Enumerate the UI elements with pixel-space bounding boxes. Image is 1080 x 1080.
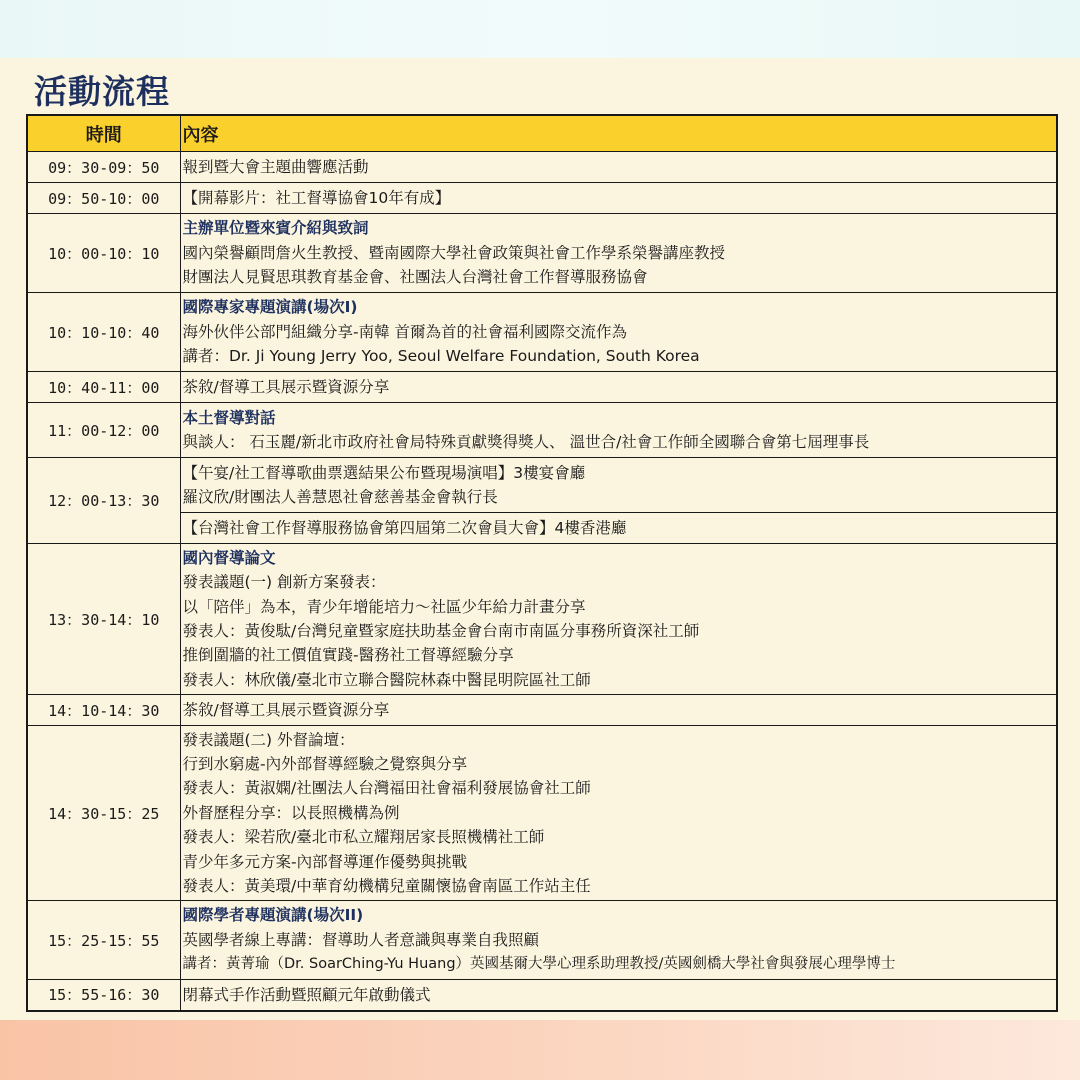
session-heading: 國內督導論文 (182, 548, 276, 567)
row-content (180, 372, 1057, 403)
content-line: 【台灣社會工作督導服務協會第四屆第二次會員大會】4樓香港廳 (182, 518, 627, 537)
row-content (180, 183, 1057, 214)
content-line: 推倒圍牆的社工價值實踐-醫務社工督導經驗分享 (182, 646, 514, 665)
session-heading: 國際專家專題演講(場次I) (182, 298, 358, 317)
row-time: 14：30-15：25 (27, 726, 180, 901)
top-decor-band (0, 0, 1080, 58)
table-row (27, 695, 1057, 726)
row-time: 10：00-10：10 (27, 214, 180, 293)
row-content (180, 695, 1057, 726)
table-row (27, 152, 1057, 183)
row-time: 13：30-14：10 (27, 544, 180, 695)
table-row (27, 372, 1057, 403)
header-time: 時間 (27, 115, 180, 152)
content-line: 發表人：林欣儀/臺北市立聯合醫院林森中醫昆明院區社工師 (182, 670, 591, 689)
row-time: 12：00-13：30 (27, 458, 180, 544)
row-time: 14：10-14：30 (27, 695, 180, 726)
content-line: 【開幕影片：社工督導協會10年有成】 (182, 188, 451, 207)
content-line: 發表議題(二) 外督論壇： (182, 730, 355, 749)
row-content (180, 901, 1057, 980)
row-time: 15：55-16：30 (27, 980, 180, 1011)
content-line: 發表人：黃美環/中華育幼機構兒童關懷協會南區工作站主任 (182, 877, 591, 896)
page-title: 活動流程 (34, 72, 170, 111)
session-heading: 主辦單位暨來賓介紹與致詞 (182, 219, 369, 238)
row-time: 09：50-10：00 (27, 183, 180, 214)
schedule-table (26, 114, 1058, 1012)
table-row (27, 458, 1057, 513)
content-line: 以「陪伴」為本，青少年增能培力～社區少年給力計畫分享 (182, 597, 586, 616)
row-content (180, 726, 1057, 901)
content-line: 講者：Dr. Ji Young Jerry Yoo, Seoul Welfare Foundation, South Korea (182, 347, 700, 366)
row-content (180, 458, 1057, 513)
row-time: 15：25-15：55 (27, 901, 180, 980)
content-line: 英國學者線上專講：督導助人者意識與專業自我照顧 (182, 930, 540, 949)
content-line: 與談人： 石玉麗/新北市政府社會局特殊貢獻獎得獎人、 溫世合/社會工作師全國聯合會第七屆理事長 (182, 433, 870, 451)
row-content (180, 152, 1057, 183)
table-row (27, 183, 1057, 214)
row-time: 11：00-12：00 (27, 403, 180, 458)
content-line: 青少年多元方案-內部督導運作優勢與挑戰 (182, 852, 468, 871)
content-line: 財團法人見賢思琪教育基金會、社團法人台灣社會工作督導服務協會 (182, 268, 648, 287)
content-line: 講者：黃菁瑜（Dr. SoarChing-Yu Huang）英國基爾大學心理系助理教授/英國劍橋大學社會與發展心理學博士 (182, 956, 896, 973)
session-heading: 本土督導對話 (182, 408, 276, 427)
row-time: 09：30-09：50 (27, 152, 180, 183)
schedule-body (27, 152, 1057, 1011)
content-line: 羅汶欣/財團法人善慧恩社會慈善基金會執行長 (182, 488, 498, 506)
content-line: 閉幕式手作活動暨照顧元年啟動儀式 (182, 985, 431, 1004)
table-row (27, 901, 1057, 980)
row-content (180, 214, 1057, 293)
row-time: 10：40-11：00 (27, 372, 180, 403)
content-line: 發表人：梁若欣/臺北市私立耀翔居家長照機構社工師 (182, 828, 545, 847)
table-row (27, 980, 1057, 1011)
table-row (27, 403, 1057, 458)
table-row (27, 726, 1057, 901)
content-line: 【午宴/社工督導歌曲票選結果公布暨現場演唱】3樓宴會廳 (182, 463, 586, 482)
table-row (27, 513, 1057, 544)
row-content (180, 980, 1057, 1011)
row-time: 10：10-10：40 (27, 293, 180, 372)
table-header-row (27, 115, 1057, 152)
content-line: 發表人：黃淑嫻/社團法人台灣福田社會福利發展協會社工師 (182, 779, 591, 798)
row-content (180, 513, 1057, 544)
content-line: 發表議題(一) 創新方案發表： (182, 573, 386, 592)
header-content: 內容 (180, 115, 1057, 152)
content-line: 國內榮譽顧問詹火生教授、暨南國際大學社會政策與社會工作學系榮譽講座教授 (182, 243, 726, 262)
content-line: 茶敘/督導工具展示暨資源分享 (182, 700, 390, 719)
content-line: 外督歷程分享：以長照機構為例 (182, 803, 400, 822)
content-line: 茶敘/督導工具展示暨資源分享 (182, 377, 390, 396)
table-row (27, 214, 1057, 293)
bottom-decor-band (0, 1020, 1080, 1080)
content-line: 行到水窮處-內外部督導經驗之覺察與分享 (182, 754, 468, 773)
content-line: 海外伙伴公部門組織分享-南韓 首爾為首的社會福利國際交流作為 (182, 322, 628, 341)
content-line: 發表人：黃俊駄/台灣兒童暨家庭扶助基金會台南市南區分事務所資深社工師 (182, 622, 700, 640)
table-row (27, 544, 1057, 695)
table-row (27, 293, 1057, 372)
session-heading: 國際學者專題演講(場次II) (182, 906, 364, 925)
content-line: 報到暨大會主題曲響應活動 (182, 157, 369, 176)
row-content (180, 403, 1057, 458)
row-content (180, 293, 1057, 372)
row-content (180, 544, 1057, 695)
